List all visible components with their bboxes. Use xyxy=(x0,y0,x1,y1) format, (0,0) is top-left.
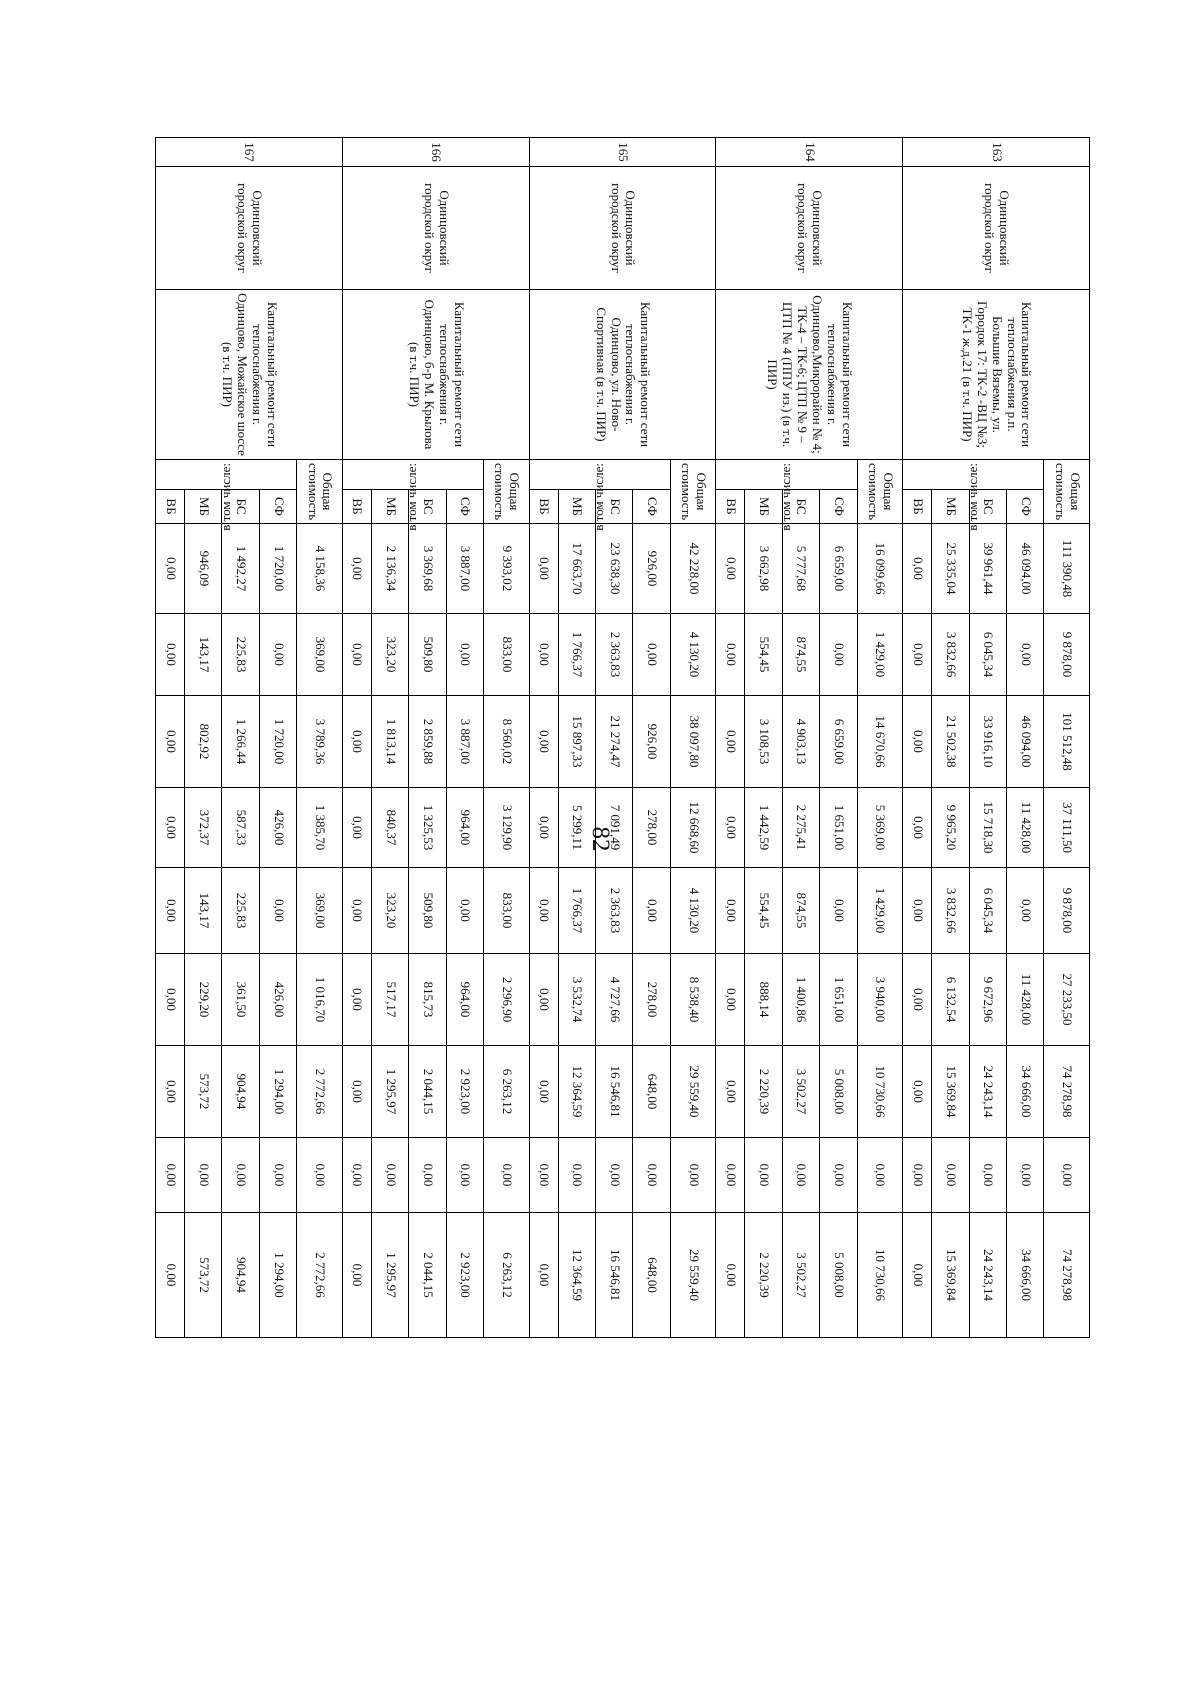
amount-cell: 573,72 xyxy=(185,1046,222,1138)
object-description: Капитальный ремонт сети теплоснабжения г. Одинцово, ул. Ново-Спортивная (в т.ч. ПИР) xyxy=(529,290,716,460)
amount-cell: 0,00 xyxy=(342,614,371,696)
amount-cell: 0,00 xyxy=(558,1138,595,1213)
amount-cell: 0,00 xyxy=(932,1138,969,1213)
object-description: Капитальный ремонт сети теплоснабжения р.п. Большие Вяземы, ул. Городок 17: ТК-2 -ВЦ №3; ТК-1 ж.д.21 (в т.ч. ПИР) xyxy=(903,290,1090,460)
amount-cell: 648,00 xyxy=(633,1046,670,1138)
amount-cell: 3 940,00 xyxy=(857,954,903,1046)
row-number: 164 xyxy=(716,138,903,167)
amount-cell: 509,80 xyxy=(409,868,446,954)
amount-cell: 573,72 xyxy=(185,1213,222,1338)
amount-cell: 0,00 xyxy=(156,1213,185,1338)
amount-cell: 0,00 xyxy=(1006,614,1043,696)
amount-cell: 4 130,20 xyxy=(670,614,716,696)
amount-cell: 0,00 xyxy=(529,614,558,696)
amount-cell: 0,00 xyxy=(222,1138,259,1213)
amount-cell: 0,00 xyxy=(716,696,745,788)
amount-cell: 6 263,12 xyxy=(484,1046,530,1138)
amount-cell: 0,00 xyxy=(342,696,371,788)
amount-cell: 10 730,66 xyxy=(857,1046,903,1138)
amount-cell: 6 659,00 xyxy=(820,524,857,614)
amount-cell: 21 274,47 xyxy=(596,696,633,788)
amount-cell: 0,00 xyxy=(529,1213,558,1338)
amount-cell: 3 832,66 xyxy=(932,614,969,696)
amount-cell: 1 016,70 xyxy=(297,954,343,1046)
amount-cell: 143,17 xyxy=(185,614,222,696)
amount-cell: 926,00 xyxy=(633,696,670,788)
funding-source-mb: МБ xyxy=(558,490,595,524)
amount-cell: 6 132,54 xyxy=(932,954,969,1046)
amount-cell: 1 429,00 xyxy=(857,868,903,954)
amount-cell: 1 385,70 xyxy=(297,788,343,868)
amount-cell: 27 233,50 xyxy=(1044,954,1090,1046)
municipality-name: Одинцовский городской округ xyxy=(903,167,1090,290)
amount-cell: 2 772,66 xyxy=(297,1046,343,1138)
amount-cell: 46 094,00 xyxy=(1006,524,1043,614)
amount-cell: 0,00 xyxy=(156,1138,185,1213)
amount-cell: 16 546,81 xyxy=(596,1213,633,1338)
amount-cell: 802,92 xyxy=(185,696,222,788)
amount-cell: 21 502,38 xyxy=(932,696,969,788)
amount-cell: 1 400,86 xyxy=(782,954,819,1046)
amount-cell: 0,00 xyxy=(484,1138,530,1213)
amount-cell: 225,83 xyxy=(222,614,259,696)
amount-cell: 2 363,83 xyxy=(596,614,633,696)
amount-cell: 0,00 xyxy=(633,614,670,696)
amount-cell: 0,00 xyxy=(820,1138,857,1213)
amount-cell: 1 651,00 xyxy=(820,788,857,868)
amount-cell: 0,00 xyxy=(342,1213,371,1338)
object-description: Капитальный ремонт сети теплоснабжения г. Одинцово, б-р М. Крылова (в т.ч. ПИР) xyxy=(342,290,529,460)
amount-cell: 3 369,68 xyxy=(409,524,446,614)
amount-cell: 2 044,15 xyxy=(409,1046,446,1138)
amount-cell: 11 428,00 xyxy=(1006,954,1043,1046)
object-row-total xyxy=(670,138,716,1338)
amount-cell: 0,00 xyxy=(529,1046,558,1138)
amount-cell: 5 008,00 xyxy=(820,1213,857,1338)
amount-cell: 0,00 xyxy=(185,1138,222,1213)
funding-source-bs: БС xyxy=(222,490,259,524)
amount-cell: 0,00 xyxy=(446,614,483,696)
amount-cell: 874,55 xyxy=(782,614,819,696)
municipality-name: Одинцовский городской округ xyxy=(342,167,529,290)
amount-cell: 0,00 xyxy=(371,1138,408,1213)
amount-cell: 34 666,00 xyxy=(1006,1213,1043,1338)
amount-cell: 0,00 xyxy=(156,788,185,868)
amount-cell: 2 275,41 xyxy=(782,788,819,868)
amount-cell: 1 813,14 xyxy=(371,696,408,788)
amount-cell: 15 369,84 xyxy=(932,1046,969,1138)
amount-cell: 2 136,34 xyxy=(371,524,408,614)
amount-cell: 874,55 xyxy=(782,868,819,954)
including-label-text: в том числе: xyxy=(217,463,233,531)
amount-cell: 225,83 xyxy=(222,868,259,954)
total-cost-label: Общая стоимость xyxy=(484,460,530,524)
funding-source-mb: МБ xyxy=(745,490,782,524)
amount-cell: 15 897,33 xyxy=(558,696,595,788)
amount-cell: 1 766,37 xyxy=(558,868,595,954)
amount-cell: 2 923,00 xyxy=(446,1213,483,1338)
funding-source-sf: СФ xyxy=(633,490,670,524)
amount-cell: 3 129,90 xyxy=(484,788,530,868)
amount-cell: 0,00 xyxy=(529,524,558,614)
amount-cell: 9 965,20 xyxy=(932,788,969,868)
amount-cell: 1 266,44 xyxy=(222,696,259,788)
funding-source-mb: МБ xyxy=(932,490,969,524)
row-number: 163 xyxy=(903,138,1090,167)
including-label-text: в том числе: xyxy=(591,463,607,531)
municipality-name: Одинцовский городской округ xyxy=(529,167,716,290)
amount-cell: 3 502,27 xyxy=(782,1213,819,1338)
amount-cell: 0,00 xyxy=(820,614,857,696)
row-number: 165 xyxy=(529,138,716,167)
amount-cell: 3 502,27 xyxy=(782,1046,819,1138)
funding-source-vb: ВБ xyxy=(156,490,185,524)
amount-cell: 1 295,97 xyxy=(371,1046,408,1138)
amount-cell: 0,00 xyxy=(529,868,558,954)
amount-cell: 815,73 xyxy=(409,954,446,1046)
amount-cell: 8 538,40 xyxy=(670,954,716,1046)
amount-cell: 0,00 xyxy=(782,1138,819,1213)
amount-cell: 1 720,00 xyxy=(259,524,296,614)
amount-cell: 1 651,00 xyxy=(820,954,857,1046)
amount-cell: 0,00 xyxy=(342,868,371,954)
object-row-total xyxy=(297,138,343,1338)
row-number: 167 xyxy=(156,138,343,167)
financing-table xyxy=(155,137,1090,1338)
amount-cell: 5 299,11 xyxy=(558,788,595,868)
total-cost-label: Общая стоимость xyxy=(1044,460,1090,524)
funding-source-vb: ВБ xyxy=(903,490,932,524)
amount-cell: 0,00 xyxy=(903,954,932,1046)
total-cost-label: Общая стоимость xyxy=(857,460,903,524)
amount-cell: 0,00 xyxy=(716,1046,745,1138)
amount-cell: 2 772,66 xyxy=(297,1213,343,1338)
amount-cell: 904,94 xyxy=(222,1213,259,1338)
amount-cell: 101 512,48 xyxy=(1044,696,1090,788)
amount-cell: 2 859,88 xyxy=(409,696,446,788)
amount-cell: 648,00 xyxy=(633,1213,670,1338)
object-row-total xyxy=(857,138,903,1338)
amount-cell: 2 220,39 xyxy=(745,1046,782,1138)
amount-cell: 3 662,98 xyxy=(745,524,782,614)
amount-cell: 15 718,30 xyxy=(969,788,1006,868)
amount-cell: 964,00 xyxy=(446,954,483,1046)
funding-source-bs: БС xyxy=(409,490,446,524)
amount-cell: 888,14 xyxy=(745,954,782,1046)
amount-cell: 0,00 xyxy=(156,868,185,954)
amount-cell: 4 727,66 xyxy=(596,954,633,1046)
amount-cell: 9 878,00 xyxy=(1044,614,1090,696)
funding-source-bs: БС xyxy=(969,490,1006,524)
object-description: Капитальный ремонт сети теплоснабжения г. Одинцово,Микрорайон № 4; ТК-4 – ТК-6; ЦТП № 9 – ЦТП № 4 (ППУ из.) (в т.ч. ПИР) xyxy=(716,290,903,460)
amount-cell: 4 130,20 xyxy=(670,868,716,954)
amount-cell: 229,20 xyxy=(185,954,222,1046)
amount-cell: 0,00 xyxy=(716,614,745,696)
amount-cell: 0,00 xyxy=(259,1138,296,1213)
amount-cell: 2 220,39 xyxy=(745,1213,782,1338)
amount-cell: 840,37 xyxy=(371,788,408,868)
amount-cell: 0,00 xyxy=(156,524,185,614)
amount-cell: 0,00 xyxy=(529,954,558,1046)
amount-cell: 24 243,14 xyxy=(969,1213,1006,1338)
amount-cell: 143,17 xyxy=(185,868,222,954)
amount-cell: 0,00 xyxy=(716,868,745,954)
amount-cell: 0,00 xyxy=(903,696,932,788)
funding-source-mb: МБ xyxy=(371,490,408,524)
amount-cell: 29 559,40 xyxy=(670,1046,716,1138)
funding-source-vb: ВБ xyxy=(716,490,745,524)
amount-cell: 0,00 xyxy=(259,614,296,696)
total-cost-label: Общая стоимость xyxy=(297,460,343,524)
amount-cell: 1 295,97 xyxy=(371,1213,408,1338)
amount-cell: 11 428,00 xyxy=(1006,788,1043,868)
amount-cell: 42 228,00 xyxy=(670,524,716,614)
amount-cell: 1 294,00 xyxy=(259,1213,296,1338)
amount-cell: 0,00 xyxy=(259,868,296,954)
funding-source-sf: СФ xyxy=(446,490,483,524)
amount-cell: 0,00 xyxy=(156,696,185,788)
municipality-name: Одинцовский городской округ xyxy=(716,167,903,290)
amount-cell: 0,00 xyxy=(156,614,185,696)
amount-cell: 1 294,00 xyxy=(259,1046,296,1138)
amount-cell: 4 903,13 xyxy=(782,696,819,788)
amount-cell: 964,00 xyxy=(446,788,483,868)
amount-cell: 3 532,74 xyxy=(558,954,595,1046)
amount-cell: 12 668,60 xyxy=(670,788,716,868)
amount-cell: 833,00 xyxy=(484,614,530,696)
amount-cell: 2 044,15 xyxy=(409,1213,446,1338)
amount-cell: 2 296,90 xyxy=(484,954,530,1046)
amount-cell: 1 325,53 xyxy=(409,788,446,868)
amount-cell: 0,00 xyxy=(297,1138,343,1213)
amount-cell: 0,00 xyxy=(342,954,371,1046)
amount-cell: 39 961,44 xyxy=(969,524,1006,614)
amount-cell: 0,00 xyxy=(857,1138,903,1213)
amount-cell: 0,00 xyxy=(342,524,371,614)
amount-cell: 9 393,02 xyxy=(484,524,530,614)
amount-cell: 323,20 xyxy=(371,614,408,696)
amount-cell: 25 335,04 xyxy=(932,524,969,614)
amount-cell: 5 008,00 xyxy=(820,1046,857,1138)
amount-cell: 509,80 xyxy=(409,614,446,696)
amount-cell: 278,00 xyxy=(633,954,670,1046)
funding-source-sf: СФ xyxy=(820,490,857,524)
amount-cell: 0,00 xyxy=(716,1213,745,1338)
amount-cell: 0,00 xyxy=(903,1046,932,1138)
amount-cell: 4 158,36 xyxy=(297,524,343,614)
amount-cell: 23 638,30 xyxy=(596,524,633,614)
amount-cell: 0,00 xyxy=(903,788,932,868)
amount-cell: 9 672,96 xyxy=(969,954,1006,1046)
amount-cell: 46 094,00 xyxy=(1006,696,1043,788)
amount-cell: 0,00 xyxy=(903,1138,932,1213)
amount-cell: 0,00 xyxy=(716,788,745,868)
amount-cell: 29 559,40 xyxy=(670,1213,716,1338)
amount-cell: 0,00 xyxy=(745,1138,782,1213)
amount-cell: 2 363,83 xyxy=(596,868,633,954)
amount-cell: 6 659,00 xyxy=(820,696,857,788)
amount-cell: 1 720,00 xyxy=(259,696,296,788)
amount-cell: 0,00 xyxy=(529,696,558,788)
amount-cell: 0,00 xyxy=(716,954,745,1046)
amount-cell: 6 045,34 xyxy=(969,614,1006,696)
funding-source-sf: СФ xyxy=(1006,490,1043,524)
funding-source-sf: СФ xyxy=(259,490,296,524)
amount-cell: 33 916,10 xyxy=(969,696,1006,788)
amount-cell: 37 111,50 xyxy=(1044,788,1090,868)
amount-cell: 6 045,34 xyxy=(969,868,1006,954)
amount-cell: 16 546,81 xyxy=(596,1046,633,1138)
amount-cell: 0,00 xyxy=(969,1138,1006,1213)
amount-cell: 3 887,00 xyxy=(446,524,483,614)
amount-cell: 372,37 xyxy=(185,788,222,868)
amount-cell: 0,00 xyxy=(716,524,745,614)
page-number: 82 xyxy=(587,826,614,852)
amount-cell: 323,20 xyxy=(371,868,408,954)
amount-cell: 8 560,02 xyxy=(484,696,530,788)
amount-cell: 0,00 xyxy=(903,614,932,696)
funding-source-vb: ВБ xyxy=(529,490,558,524)
amount-cell: 0,00 xyxy=(342,1046,371,1138)
funding-source-bs: БС xyxy=(782,490,819,524)
amount-cell: 278,00 xyxy=(633,788,670,868)
amount-cell: 0,00 xyxy=(529,1138,558,1213)
amount-cell: 369,00 xyxy=(297,868,343,954)
amount-cell: 0,00 xyxy=(596,1138,633,1213)
amount-cell: 369,00 xyxy=(297,614,343,696)
including-label-text: в том числе: xyxy=(778,463,794,531)
including-label-text: в том числе: xyxy=(964,463,980,531)
amount-cell: 0,00 xyxy=(156,954,185,1046)
amount-cell: 9 878,00 xyxy=(1044,868,1090,954)
amount-cell: 7 091,49 xyxy=(596,788,633,868)
amount-cell: 2 923,00 xyxy=(446,1046,483,1138)
amount-cell: 0,00 xyxy=(409,1138,446,1213)
amount-cell: 3 832,66 xyxy=(932,868,969,954)
object-description: Капитальный ремонт сети теплоснабжения г. Одинцово, Можайское шоссе (в т.ч. ПИР) xyxy=(156,290,343,460)
row-number: 166 xyxy=(342,138,529,167)
amount-cell: 5 777,68 xyxy=(782,524,819,614)
amount-cell: 34 666,00 xyxy=(1006,1046,1043,1138)
amount-cell: 1 429,00 xyxy=(857,614,903,696)
amount-cell: 12 364,59 xyxy=(558,1046,595,1138)
amount-cell: 904,94 xyxy=(222,1046,259,1138)
amount-cell: 38 097,80 xyxy=(670,696,716,788)
amount-cell: 3 887,00 xyxy=(446,696,483,788)
amount-cell: 0,00 xyxy=(1006,1138,1043,1213)
total-cost-label: Общая стоимость xyxy=(670,460,716,524)
amount-cell: 0,00 xyxy=(1044,1138,1090,1213)
funding-source-mb: МБ xyxy=(185,490,222,524)
amount-cell: 587,33 xyxy=(222,788,259,868)
amount-cell: 3 789,36 xyxy=(297,696,343,788)
including-label-text: в том числе: xyxy=(404,463,420,531)
amount-cell: 1 492,27 xyxy=(222,524,259,614)
amount-cell: 517,17 xyxy=(371,954,408,1046)
amount-cell: 16 099,66 xyxy=(857,524,903,614)
amount-cell: 0,00 xyxy=(446,868,483,954)
amount-cell: 0,00 xyxy=(446,1138,483,1213)
amount-cell: 554,45 xyxy=(745,868,782,954)
amount-cell: 926,00 xyxy=(633,524,670,614)
amount-cell: 0,00 xyxy=(633,868,670,954)
amount-cell: 0,00 xyxy=(903,1213,932,1338)
amount-cell: 0,00 xyxy=(633,1138,670,1213)
amount-cell: 426,00 xyxy=(259,788,296,868)
amount-cell: 14 670,66 xyxy=(857,696,903,788)
amount-cell: 17 663,70 xyxy=(558,524,595,614)
amount-cell: 12 364,59 xyxy=(558,1213,595,1338)
amount-cell: 1 442,59 xyxy=(745,788,782,868)
object-row-total xyxy=(484,138,530,1338)
amount-cell: 24 243,14 xyxy=(969,1046,1006,1138)
rotated-table-container xyxy=(155,137,1090,1337)
amount-cell: 0,00 xyxy=(716,1138,745,1213)
amount-cell: 833,00 xyxy=(484,868,530,954)
amount-cell: 0,00 xyxy=(529,788,558,868)
amount-cell: 74 278,98 xyxy=(1044,1046,1090,1138)
amount-cell: 74 278,98 xyxy=(1044,1213,1090,1338)
amount-cell: 946,09 xyxy=(185,524,222,614)
funding-source-bs: БС xyxy=(596,490,633,524)
amount-cell: 3 108,53 xyxy=(745,696,782,788)
amount-cell: 111 390,48 xyxy=(1044,524,1090,614)
amount-cell: 0,00 xyxy=(156,1046,185,1138)
amount-cell: 0,00 xyxy=(903,524,932,614)
amount-cell: 0,00 xyxy=(342,788,371,868)
amount-cell: 1 766,37 xyxy=(558,614,595,696)
amount-cell: 361,50 xyxy=(222,954,259,1046)
amount-cell: 15 369,84 xyxy=(932,1213,969,1338)
amount-cell: 6 263,12 xyxy=(484,1213,530,1338)
amount-cell: 0,00 xyxy=(670,1138,716,1213)
amount-cell: 0,00 xyxy=(820,868,857,954)
amount-cell: 426,00 xyxy=(259,954,296,1046)
object-row-total xyxy=(1044,138,1090,1338)
amount-cell: 0,00 xyxy=(903,868,932,954)
funding-source-vb: ВБ xyxy=(342,490,371,524)
amount-cell: 0,00 xyxy=(1006,868,1043,954)
amount-cell: 5 369,00 xyxy=(857,788,903,868)
municipality-name: Одинцовский городской округ xyxy=(156,167,343,290)
amount-cell: 0,00 xyxy=(342,1138,371,1213)
amount-cell: 554,45 xyxy=(745,614,782,696)
amount-cell: 10 730,66 xyxy=(857,1213,903,1338)
